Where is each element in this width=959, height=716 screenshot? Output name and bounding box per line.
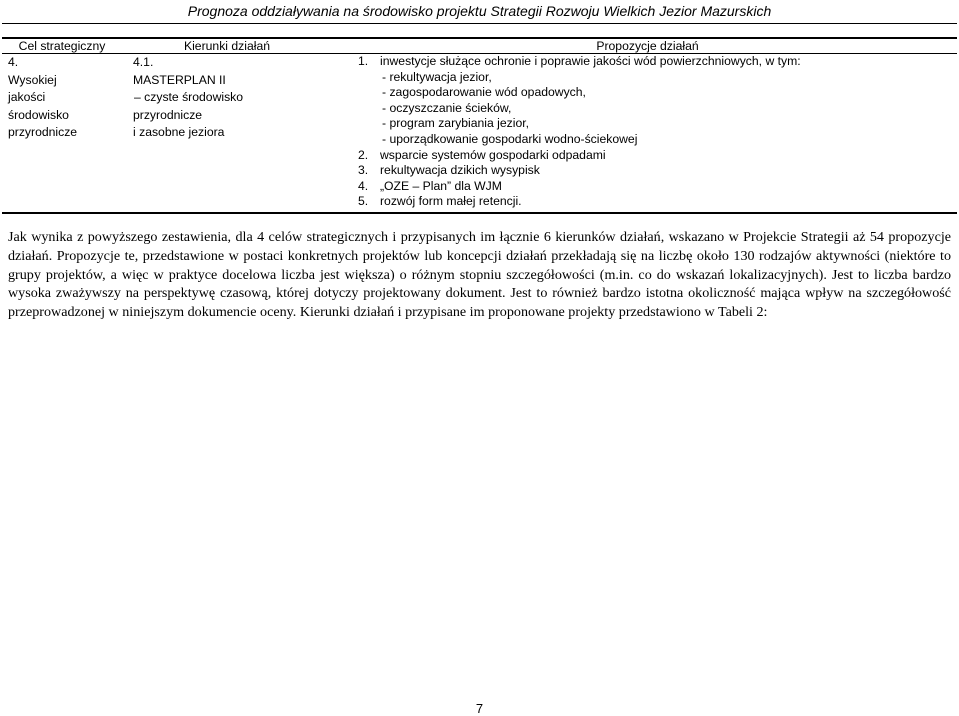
- table-row: [2, 54, 957, 213]
- cel-line: Wysokiej: [8, 72, 57, 87]
- body-paragraph: Jak wynika z powyższego zestawienia, dla 4 celów strategicznych i przypisanych im łącznie 6 kierunków działań, wskazano w Projekcie Strategii aż 54 propozycje działań. Propozycje te, przedstawione w postaci konkretnych projektów lub koncepcji działań przekładają się na liczbę około 130 rodzajów aktywności (niektóre to grupy projektów, a więc w praktyce docelowa liczba jest większa) o różnym stopniu szczegółowości (m.in. co do wskazań lokalizacyjnych). Jest to liczba bardzo wysoka zważywszy na perspektywę czasową, której dotyczy projektowany dokument. Jest to również bardzo istotna okoliczność mająca wpływ na szczegółowość przeprowadzonej w niniejszym dokumencie oceny. Kierunki działań i przypisane im proponowane projekty przedstawiono w Tabeli 2:: [8, 229, 951, 321]
- proposal-item: [358, 194, 957, 210]
- page-header-title: Prognoza oddziaływania na środowisko projektu Strategii Rozwoju Wielkich Jezior Mazurskich: [187, 3, 772, 19]
- table-header-row: [2, 38, 957, 54]
- kierunek-line: MASTERPLAN II: [133, 72, 226, 87]
- cel-line: przyrodnicze: [8, 125, 78, 139]
- proposal-number: 1.: [358, 54, 369, 68]
- cel-line: środowisko: [8, 107, 69, 122]
- column-header-cel: Cel strategiczny: [2, 38, 116, 54]
- proposal-subitem: - zagospodarowanie wód opadowych,: [382, 85, 586, 100]
- proposal-item: [358, 163, 957, 179]
- proposal-subitem: - rekultywacja jezior,: [382, 69, 492, 84]
- proposal-number: 2.: [358, 147, 369, 162]
- kierunek-line: i zasobne jeziora: [133, 125, 225, 139]
- proposal-text: rekultywacja dzikich wysypisk: [380, 163, 540, 178]
- proposal-number: 4.: [358, 178, 369, 193]
- proposal-item: [358, 54, 957, 70]
- header-rule: [2, 23, 957, 24]
- cell-propozycje: [338, 54, 957, 213]
- proposal-subitem: - uporządkowanie gospodarki wodno-ściekowej: [382, 131, 638, 146]
- cell-kierunek: [116, 54, 338, 213]
- proposal-text: „OZE – Plan” dla WJM: [380, 178, 502, 193]
- column-header-kierunki: Kierunki działań: [116, 38, 338, 54]
- proposal-item: [358, 148, 957, 164]
- page-number: 7: [475, 701, 484, 716]
- cel-line: 4.: [8, 55, 19, 69]
- kierunek-line: – czyste środowisko: [134, 90, 244, 104]
- proposal-number: 5.: [358, 194, 369, 209]
- proposal-number: 3.: [358, 163, 369, 178]
- proposal-subitem: - oczyszczanie ścieków,: [382, 100, 512, 115]
- kierunek-line: 4.1.: [133, 55, 154, 69]
- strategy-table: [2, 37, 957, 214]
- kierunek-line: przyrodnicze: [133, 107, 203, 122]
- proposal-text: rozwój form małej retencji.: [380, 194, 522, 209]
- proposal-item: [358, 179, 957, 195]
- proposal-subitem: - program zarybiania jezior,: [382, 116, 529, 131]
- cell-cel-strategiczny: [2, 54, 116, 213]
- proposal-text: wsparcie systemów gospodarki odpadami: [380, 147, 606, 162]
- cel-line: jakości: [8, 90, 46, 104]
- column-header-propozycje: Propozycje działań: [338, 38, 957, 54]
- proposal-text: inwestycje służące ochronie i poprawie jakości wód powierzchniowych, w tym:: [380, 54, 801, 68]
